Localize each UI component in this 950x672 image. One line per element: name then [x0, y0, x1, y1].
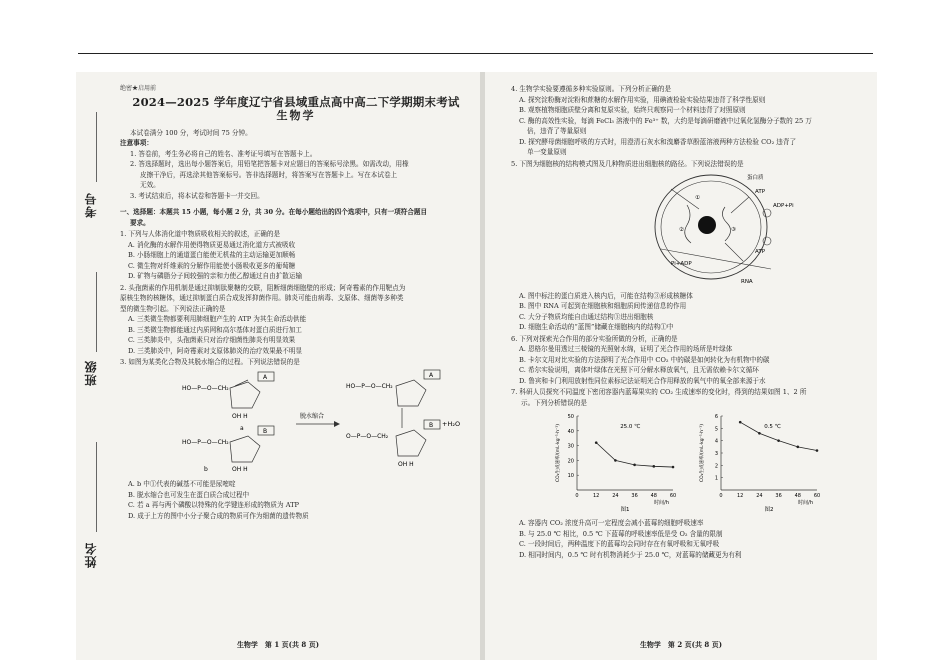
q4-option-c: C. 酶的高效性实验，每滴 FeCl₃ 溶液中的 Fe³⁺ 数，大约是每滴研磨液中过氧化氢酶分子数的 25 万: [519, 116, 812, 125]
right-content: [511, 84, 867, 560]
label-structure-2: ②: [679, 227, 684, 233]
side-line: [96, 272, 97, 352]
top-rule: [78, 53, 873, 54]
side-label-exam-no: 考号: [84, 192, 98, 218]
q3-option-b: B. 脱水缩合也可发生在蛋白质合成过程中: [128, 490, 250, 499]
secret-mark: 绝密★启用前: [120, 85, 157, 92]
nucleotide-b: [182, 426, 274, 473]
q1-option-c: C. 微生物对纤维素的分解作用能使小肠吸收更多的葡萄糖: [128, 261, 296, 270]
q7-option-d: D. 相同时间内，0.5 ℃ 时有机物消耗少于 25.0 ℃，对蓝莓的储藏更为有利: [519, 550, 742, 559]
q3-option-a: A. b 中①代表的碱基不可能是尿嘧啶: [128, 480, 236, 488]
x-tick-label: 60: [813, 493, 821, 499]
x-tick-label: 48: [794, 493, 801, 499]
series-line: [596, 443, 673, 467]
question-2-stem: 2. 头孢菌素的作用机制是通过抑制肽聚糖的交联，阻断细菌细胞壁的形成；阿奇霉素的作用靶点为: [120, 283, 406, 292]
q5-option-c: C. 大分子物质均能自由通过结构③进出细胞核: [519, 312, 654, 321]
data-point: [816, 449, 819, 452]
x-tick-label: 24: [612, 493, 619, 499]
question-3-stem: 3. 如图为某类化合物及其脱水缩合的过程。下列说法错误的是: [120, 358, 300, 366]
q7-option-b: B. 与 25.0 ℃ 相比，0.5 ℃ 下蓝莓的呼吸速率低是受 O₂ 含量的限制: [519, 529, 723, 538]
q6-option-a: A. 恩格尔曼用透过三棱镜的光照射水绵，证明了光合作用的场所是叶绿体: [519, 345, 733, 353]
student-info-column: [76, 72, 116, 660]
y-tick-label: 50: [567, 414, 574, 420]
question-1-stem: 1. 下列与人体消化道中物质吸收相关的叙述，正确的是: [120, 230, 281, 238]
y-tick-label: 5: [714, 426, 718, 433]
svg-text:HO—P—O—CH₂: HO—P—O—CH₂: [346, 382, 393, 390]
chart-figure-2: [695, 410, 825, 514]
question-2-stem-cont: 原核生物的核糖体，通过抑制蛋白质合成发挥抑菌作用。肺炎可能由病毒、支原体、细菌等多种类: [120, 294, 404, 302]
right-page: [485, 72, 877, 660]
y-tick-label: 1: [714, 475, 718, 482]
label-pi-adp: Pi+ADP: [671, 261, 692, 267]
svg-text:OH H: OH H: [232, 412, 248, 420]
svg-text:O—P—O—CH₂: O—P—O—CH₂: [346, 432, 389, 440]
box-a-label: A: [263, 373, 268, 381]
arrow-label: 脱水缩合: [300, 412, 325, 420]
question-7-stem-cont: 示。下列分析错误的是: [521, 398, 587, 407]
q4-option-d-cont: 单一变量原则: [527, 148, 567, 156]
x-tick-label: 12: [737, 493, 744, 499]
exam-title: 2024—2025 学年度辽宁省县域重点高中高二下学期期末考试: [132, 94, 460, 109]
temperature-annotation: 0.5 ℃: [764, 424, 781, 430]
q6-option-c: C. 希尔实验说明，离体叶绿体在光照下可分解水释放氧气，且无需依赖卡尔文循环: [519, 366, 759, 374]
notice-title: 注意事项：: [120, 139, 153, 147]
q1-option-b: B. 小肠细胞上的通道蛋白能使无机盐的主动运输更加顺畅: [128, 251, 296, 259]
data-point: [595, 441, 598, 444]
q6-option-b: B. 卡尔文用对比实验的方法探明了光合作用中 CO₂ 中的碳是如何转化为有机物中的碳: [519, 355, 770, 364]
exam-intro: 本试卷满分 100 分，考试时间 75 分钟。: [130, 128, 252, 137]
x-axis-label: 时间/h: [798, 500, 813, 506]
data-point: [739, 421, 742, 424]
section-heading: 一、选择题：本题共 15 小题，每小题 2 分，共 30 分。在每小题给出的四个选项中，只有一项符合题目: [120, 208, 428, 216]
notice-line: 1. 答卷前，考生务必将自己的姓名、准考证号填写在答题卡上。: [130, 149, 317, 158]
q2-option-c: C. 三类肺炎中，头孢菌素只对治疗细菌性肺炎有明显效果: [128, 336, 296, 344]
q5-option-b: B. 图中 RNA 可起到在细胞核和细胞质间传递信息的作用: [519, 302, 687, 310]
box-d-label: B: [429, 421, 434, 429]
question-7-stem: 7. 科研人员探究不同温度下密闭容器内蓝莓果实的 CO₂ 生成速率的变化时，得到的结果如图 1、2 所: [511, 388, 807, 396]
side-label-name: 姓名: [84, 542, 98, 568]
y-tick-label: 3: [714, 451, 718, 457]
svg-text:HO—P—O—CH₂: HO—P—O—CH₂: [182, 438, 229, 446]
page-footer: 生物学 第 2 页(共 8 页): [639, 640, 723, 649]
svg-text:OH H: OH H: [398, 460, 414, 468]
x-tick-label: 0: [719, 493, 723, 499]
y-axis-label: CO₂生成速率/(mL·kg⁻¹·h⁻¹): [556, 424, 561, 482]
svg-text:OH H: OH H: [232, 465, 248, 473]
x-tick-label: 0: [575, 493, 579, 499]
data-point: [653, 465, 656, 468]
box-c-label: A: [429, 371, 434, 379]
q4-option-b: B. 观察植物细胞质壁分离和复原实验，始终只观察同一个材料违背了对照原则: [519, 106, 746, 114]
q5-option-d: D. 细胞生命活动的“蓝图”储藏在细胞核内的结构①中: [519, 323, 674, 331]
chart-figure-1: [551, 410, 681, 514]
water-label: +H₂O: [442, 419, 461, 428]
chart-title: 图2: [764, 507, 774, 513]
x-tick-label: 60: [669, 493, 677, 499]
q2-option-b: B. 三类微生物都能通过内质网和高尔基体对蛋白质进行加工: [128, 325, 302, 334]
q4-option-c-cont: 倍，违背了等量原则: [527, 127, 587, 135]
data-point: [633, 464, 636, 467]
y-tick-label: 2: [714, 463, 718, 470]
q3-option-c: C. 若 a 再与两个磷酸以特殊的化学键连形成的物质为 ATP: [128, 501, 299, 509]
q7-option-c: C. 一段时间后，两种温度下的蓝莓均会同时存在有氧呼吸和无氧呼吸: [519, 540, 720, 548]
data-point: [777, 439, 780, 442]
y-tick-label: 40: [567, 428, 574, 435]
question-6-stem: 6. 下列对探索光合作用的部分实验所做的分析，正确的是: [511, 334, 678, 343]
q3-option-d: D. 成于上方的图中小分子聚合成的物质可作为细菌的遗传物质: [128, 511, 309, 520]
question-2-stem-cont: 型的微生物引起。下列说法正确的是: [120, 304, 226, 313]
y-axis-label: CO₂生成速率/(mL·kg⁻¹·h⁻¹): [700, 424, 705, 482]
y-tick-label: 10: [567, 473, 574, 480]
notice-line: 无效。: [140, 181, 160, 189]
dinucleotide-product: [346, 370, 440, 468]
box-b-label: B: [263, 427, 268, 435]
nucleolus-icon: [698, 216, 716, 234]
x-axis-label: 时间/h: [654, 500, 669, 506]
data-point: [614, 459, 617, 462]
x-tick-label: 48: [650, 493, 657, 499]
notice-line: 3. 考试结束后，将本试卷和答题卡一并交回。: [130, 191, 264, 200]
side-label-class: 班级: [84, 360, 98, 386]
notice-line: 皮擦干净后，再选涂其他答案标号。答非选择题时，将答案写在答题卡上。写在本试卷上: [140, 170, 398, 179]
label-atp-2: ATP: [755, 249, 766, 255]
y-tick-label: 6: [714, 414, 718, 420]
data-point: [758, 432, 761, 435]
q4-option-d: D. 探究酵母菌细胞呼吸的方式时，用澄清石灰水和溴麝香草酚蓝溶液两种方法检验 CO₂ 违背了: [519, 137, 797, 146]
side-line: [96, 112, 97, 182]
nucleotide-condensation-diagram: [120, 368, 472, 476]
label-adp-pi: ADP+Pi: [773, 203, 794, 209]
q6-option-d: D. 鲁宾和卡门利用放射性同位素标记法证明光合作用释放的氧气中的氧全部来源于水: [519, 376, 766, 385]
q4-option-a: A. 探究淀粉酶对淀粉和蔗糖的水解作用实验，用碘液检验实验结果违背了科学性原则: [519, 95, 766, 104]
notice-line: 2. 答选择题时，选出每小题答案后，用铅笔把答题卡对应题目的答案标号涂黑。如需改动，用橡: [130, 160, 409, 168]
label-protein: 蛋白质: [747, 175, 764, 181]
sub-a-label: a: [240, 424, 244, 432]
q2-option-d: D. 三类肺炎中，阿奇霉素对支原体肺炎的治疗效果最不明显: [128, 346, 303, 355]
nucleus-structure-diagram: [511, 169, 867, 287]
left-content: [120, 84, 472, 521]
nucleotide-a: [182, 372, 274, 432]
chart-title: 图1: [620, 507, 630, 513]
label-atp: ATP: [755, 189, 766, 195]
label-rna: RNA: [741, 279, 753, 285]
q5-option-a: A. 图中标注的蛋白质进入核内后，可能在结构③形成核糖体: [519, 291, 693, 300]
respiration-graphs: [511, 410, 867, 514]
data-point: [797, 446, 800, 449]
question-5-stem: 5. 下图为细胞核的结构模式图及几种物质进出细胞核的路径。下列说法错误的是: [511, 159, 744, 168]
y-tick-label: 4: [714, 438, 718, 445]
y-tick-label: 30: [567, 443, 574, 450]
q1-option-d: D. 矿物与磷脂分子间较强的亲和力使乙醇通过自由扩散运输: [128, 272, 303, 280]
x-tick-label: 36: [775, 493, 782, 499]
x-tick-label: 24: [756, 493, 763, 499]
question-4-stem: 4. 生物学实验要遵循多种实验原则。下列分析正确的是: [511, 85, 672, 93]
y-tick-label: 20: [567, 458, 574, 465]
temperature-annotation: 25.0 ℃: [620, 424, 641, 430]
side-line: [96, 442, 97, 532]
x-tick-label: 36: [631, 493, 638, 499]
q2-option-a: A. 三类微生物都要利用肺细胞产生的 ATP 为其生命活动供能: [128, 315, 307, 323]
x-tick-label: 12: [593, 493, 600, 499]
section-heading-cont: 要求。: [130, 218, 150, 227]
page-footer: 生物学 第 1 页(共 8 页): [236, 640, 320, 649]
subject-title: 生物学: [276, 109, 316, 122]
label-structure-3: ③: [731, 227, 736, 233]
q7-option-a: A. 容器内 CO₂ 浓度升高可一定程度会减小蓝莓的细胞呼吸速率: [519, 519, 704, 527]
sub-b-label: b: [204, 465, 208, 473]
left-page: [76, 72, 480, 660]
q1-option-a: A. 消化酶的水解作用使得物质更易通过消化道方式被吸收: [128, 240, 296, 249]
data-point: [672, 466, 675, 469]
label-structure-1: ①: [695, 195, 700, 201]
svg-text:HO—P—O—CH₂: HO—P—O—CH₂: [182, 384, 229, 392]
